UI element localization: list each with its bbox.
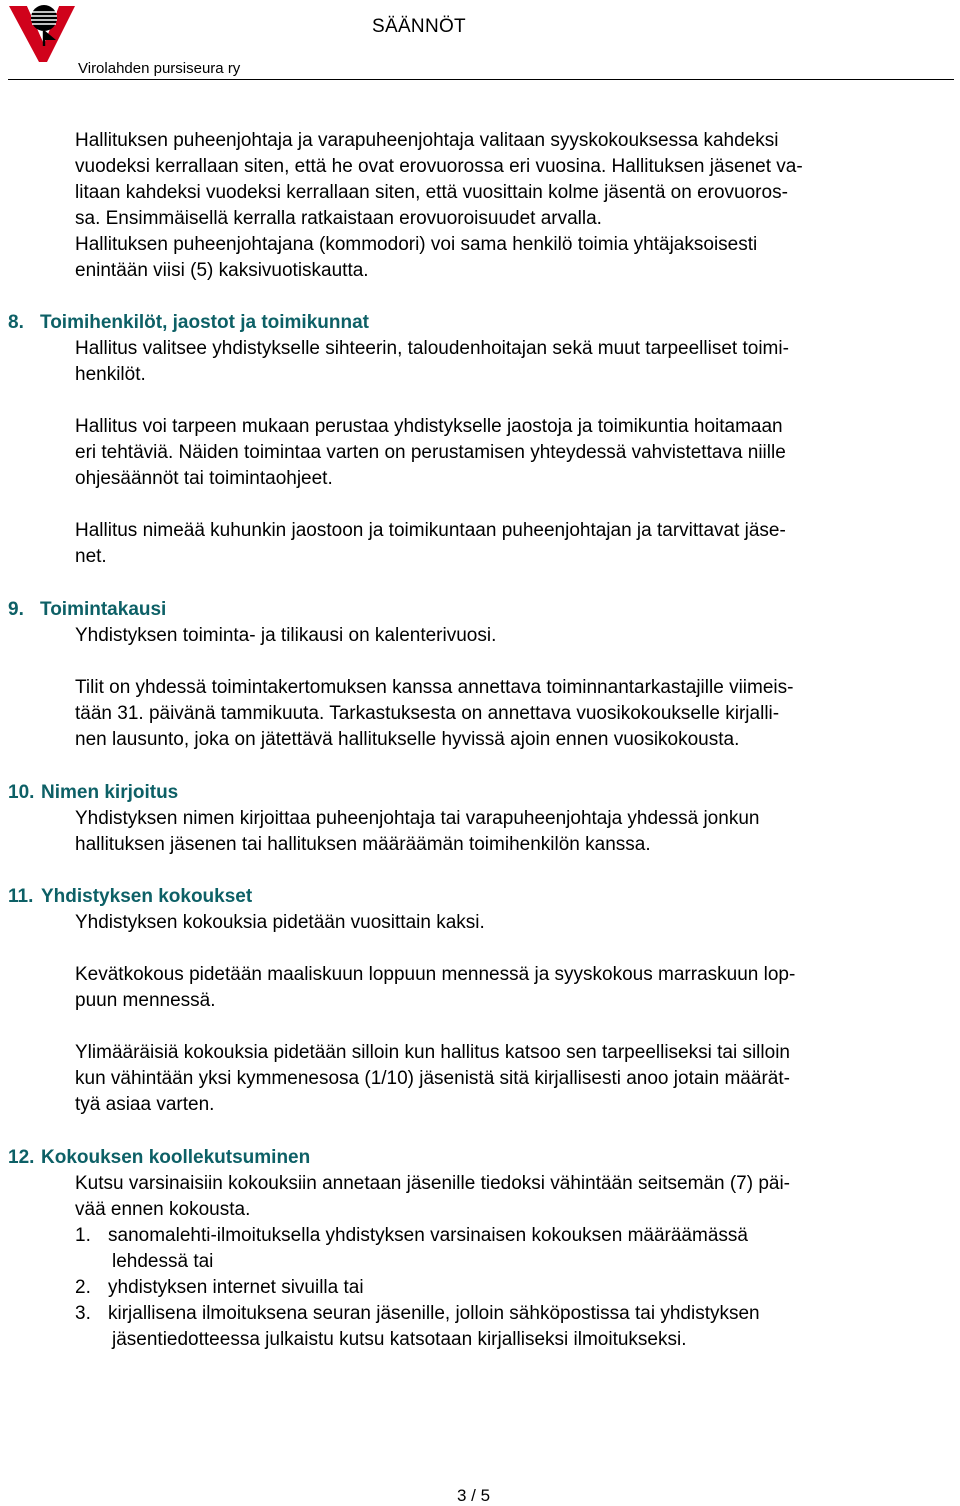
- section-title: Kokouksen koollekutsuminen: [41, 1147, 311, 1168]
- text-line: Hallitus valitsee yhdistykselle sihteerin, taloudenhoitajan sekä muut tarpeelliset toimi-: [75, 338, 789, 359]
- section-number: 9.: [8, 599, 24, 620]
- text-line: Hallitus voi tarpeen mukaan perustaa yhdistykselle jaostoja ja toimikuntia hoitamaan: [75, 416, 783, 437]
- section-11-paragraph-2: [75, 962, 935, 1014]
- text-line: kun vähintään yksi kymmenesosa (1/10) jäsenistä sitä kirjallisesti anoo jotain määrät-: [75, 1068, 790, 1089]
- document-title: SÄÄNNÖT: [372, 16, 466, 37]
- section-9-paragraph-2: [75, 675, 935, 753]
- section-8-paragraph-3: [75, 518, 935, 570]
- text-line: tään 31. päivänä tammikuuta. Tarkastuksesta on annettava vuosikokoukselle kirjalli-: [75, 703, 780, 724]
- text-line: sa. Ensimmäisellä kerralla ratkaistaan erovuoroisuudet arvalla.: [75, 208, 602, 229]
- section-10-paragraph-1: [75, 806, 935, 858]
- text-line: vuodeksi kerrallaan siten, että he ovat erovuorossa eri vuosina. Hallituksen jäsenet va-: [75, 156, 803, 177]
- text-line: vää ennen kokousta.: [75, 1199, 251, 1220]
- section-number: 12.: [8, 1147, 35, 1168]
- text-line: puun mennessä.: [75, 990, 216, 1011]
- list-text: kirjallisena ilmoituksena seuran jäsenille, jolloin sähköpostissa tai yhdistyksen: [108, 1303, 760, 1324]
- text-line: litaan kahdeksi vuodeksi kerrallaan siten, että vuosittain kolme jäsentä on erovuoros-: [75, 182, 788, 203]
- intro-paragraph: [75, 128, 935, 284]
- section-8-paragraph-2: [75, 414, 935, 492]
- list-text: sanomalehti-ilmoituksella yhdistyksen varsinaisen kokouksen määräämässä: [108, 1225, 748, 1246]
- header-divider: [8, 79, 954, 80]
- section-10-heading: [8, 780, 178, 806]
- section-11-heading: [8, 884, 252, 910]
- section-number: 8.: [8, 312, 24, 333]
- text-line: eri tehtäviä. Näiden toimintaa varten on perustamisen yhteydessä vahvistettava niille: [75, 442, 786, 463]
- text-line: ohjesäännöt tai toimintaohjeet.: [75, 468, 333, 489]
- list-number: 2.: [75, 1277, 91, 1298]
- section-12-paragraph-1: [75, 1171, 935, 1223]
- page-header: [0, 0, 960, 82]
- text-line: enintään viisi (5) kaksivuotiskautta.: [75, 260, 369, 281]
- list-text-continued: jäsentiedotteessa julkaistu kutsu katsotaan kirjalliseksi ilmoitukseksi.: [112, 1329, 687, 1350]
- section-9-heading: [8, 597, 166, 623]
- section-8-heading: [8, 310, 369, 336]
- text-line: Hallituksen puheenjohtajana (kommodori) voi sama henkilö toimia yhtäjaksoisesti: [75, 234, 758, 255]
- text-line: Hallitus nimeää kuhunkin jaostoon ja toimikuntaan puheenjohtajan ja tarvittavat jäse-: [75, 520, 786, 541]
- section-8-paragraph-1: [75, 336, 935, 388]
- list-number: 1.: [75, 1225, 91, 1246]
- list-text: yhdistyksen internet sivuilla tai: [108, 1277, 364, 1298]
- text-line: tyä asiaa varten.: [75, 1094, 215, 1115]
- list-item: [75, 1223, 748, 1275]
- section-9-paragraph-1: [75, 623, 935, 649]
- section-11-paragraph-1: [75, 910, 935, 936]
- section-11-paragraph-3: [75, 1040, 935, 1118]
- text-line: net.: [75, 546, 107, 567]
- section-12-heading: [8, 1145, 310, 1171]
- section-title: Toimihenkilöt, jaostot ja toimikunnat: [40, 312, 369, 333]
- section-title: Nimen kirjoitus: [41, 782, 179, 803]
- text-line: Kevätkokous pidetään maaliskuun loppuun mennessä ja syyskokous marraskuun lop-: [75, 964, 796, 985]
- section-title: Yhdistyksen kokoukset: [41, 886, 253, 907]
- text-line: henkilöt.: [75, 364, 146, 385]
- text-line: Ylimääräisiä kokouksia pidetään silloin kun hallitus katsoo sen tarpeelliseksi tai silloin: [75, 1042, 790, 1063]
- text-line: Yhdistyksen kokouksia pidetään vuosittain kaksi.: [75, 912, 485, 933]
- list-item: [75, 1275, 364, 1301]
- text-line: nen lausunto, joka on jätettävä hallitukselle hyvissä ajoin ennen vuosikokousta.: [75, 729, 740, 750]
- list-text-continued: lehdessä tai: [112, 1251, 214, 1272]
- section-number: 11.: [8, 886, 34, 907]
- text-line: hallituksen jäsenen tai hallituksen määräämän toimihenkilön kanssa.: [75, 834, 651, 855]
- list-number: 3.: [75, 1303, 91, 1324]
- text-line: Yhdistyksen nimen kirjoittaa puheenjohtaja tai varapuheenjohtaja yhdessä jonkun: [75, 808, 760, 829]
- club-name: Virolahden pursiseura ry: [78, 60, 241, 77]
- text-line: Tilit on yhdessä toimintakertomuksen kanssa annettava toiminnantarkastajille viimeis-: [75, 677, 794, 698]
- page-number: 3 / 5: [457, 1486, 491, 1505]
- text-line: Yhdistyksen toiminta- ja tilikausi on kalenterivuosi.: [75, 625, 497, 646]
- club-logo-icon: [7, 0, 77, 64]
- section-title: Toimintakausi: [40, 599, 167, 620]
- text-line: Kutsu varsinaisiin kokouksiin annetaan jäsenille tiedoksi vähintään seitsemän (7) päi-: [75, 1173, 791, 1194]
- list-item: [75, 1301, 760, 1353]
- section-number: 10.: [8, 782, 35, 803]
- text-line: Hallituksen puheenjohtaja ja varapuheenjohtaja valitaan syyskokouksessa kahdeksi: [75, 130, 779, 151]
